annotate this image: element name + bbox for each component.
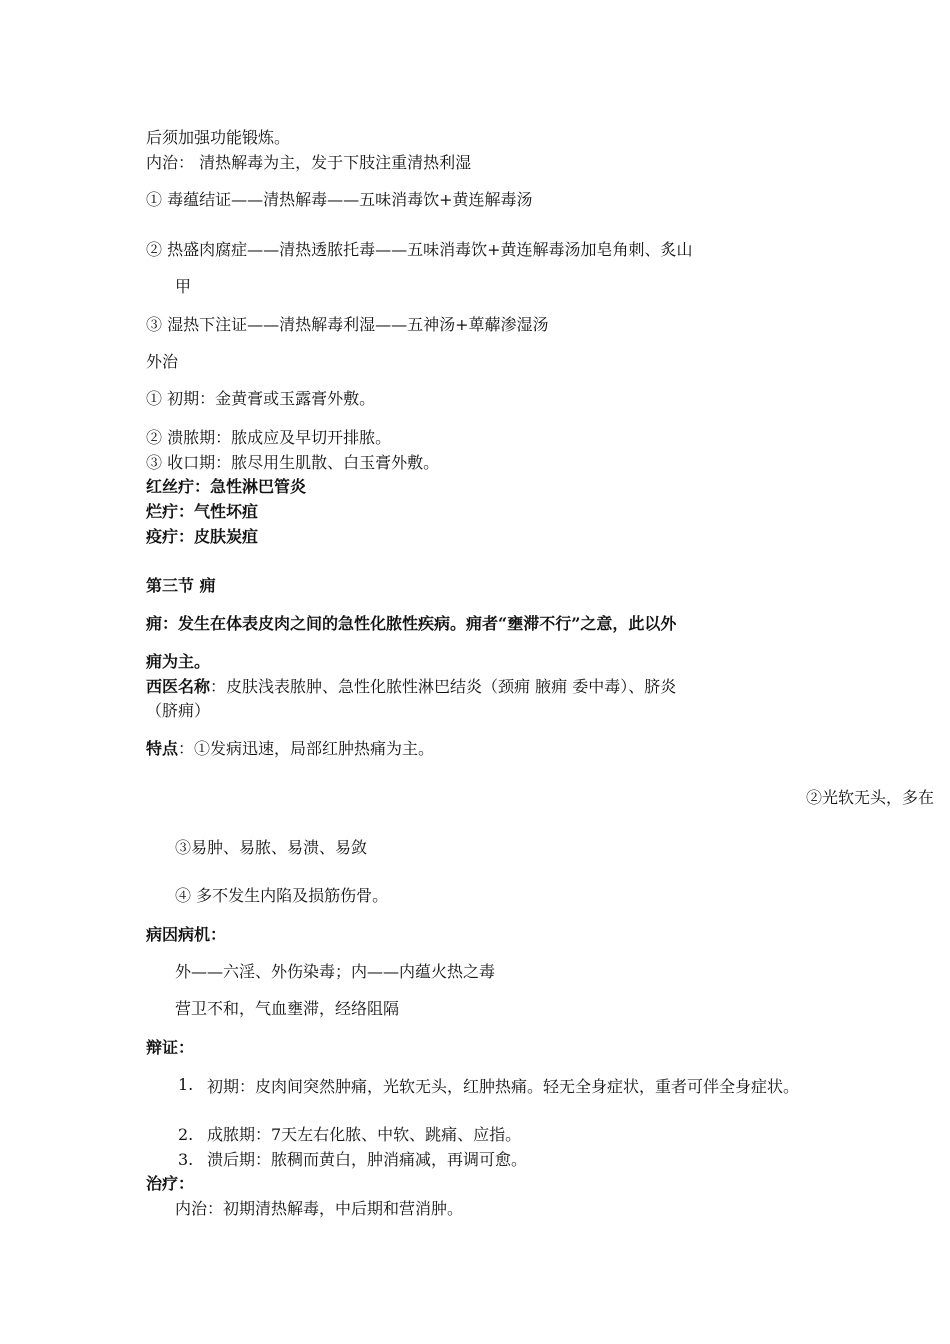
western-name-label: 西医名称 bbox=[146, 677, 211, 696]
western-name-line bbox=[146, 677, 676, 697]
features-item: ④ 多不发生内陷及损筋伤骨。 bbox=[175, 886, 389, 905]
paragraph-line: 内治：初期清热解毒，中后期和营消肿。 bbox=[175, 1199, 464, 1218]
list-item: ③ 收口期：脓尽用生肌散、白玉膏外敷。 bbox=[146, 453, 440, 472]
section-label: 外治 bbox=[146, 352, 179, 371]
list-item: 初期：皮肉间突然肿痛，光软无头，红肿热痛。轻无全身症状，重者可伴全身症状。 bbox=[207, 1077, 800, 1096]
list-number: 3. bbox=[178, 1150, 194, 1169]
bold-term: 红丝疔：急性淋巴管炎 bbox=[146, 477, 307, 496]
features-item: ③易肿、易脓、易溃、易敛 bbox=[175, 838, 368, 857]
list-item: ① 毒蕴结证——清热解毒——五味消毒饮+黄连解毒汤 bbox=[146, 190, 533, 209]
section-label: 辩证： bbox=[146, 1038, 195, 1057]
features-label: 特点 bbox=[146, 739, 179, 758]
list-number: 2. bbox=[178, 1125, 194, 1144]
list-item: 溃后期：脓稠而黄白，肿消痛减，再调可愈。 bbox=[207, 1150, 528, 1169]
bold-term: 烂疔：气性坏疽 bbox=[146, 502, 259, 521]
section-label: 病因病机： bbox=[146, 925, 227, 944]
paragraph-line: 后须加强功能锻炼。 bbox=[146, 128, 291, 147]
features-text: ：①发病迅速，局部红肿热痛为主。 bbox=[178, 739, 435, 758]
list-item: ③ 湿热下注证——清热解毒利湿——五神汤+萆薢渗湿汤 bbox=[146, 315, 549, 334]
list-item-continuation: 甲 bbox=[175, 277, 192, 296]
section-label: 治疗： bbox=[146, 1174, 195, 1193]
definition-line: 痈为主。 bbox=[146, 652, 211, 671]
list-item: ② 热盛肉腐症——清热透脓托毒——五味消毒饮+黄连解毒汤加皂角刺、炙山 bbox=[146, 240, 693, 259]
bold-term: 疫疔：皮肤炭疽 bbox=[146, 527, 259, 546]
list-number: 1. bbox=[178, 1075, 194, 1094]
section-heading: 第三节 痈 bbox=[146, 576, 216, 595]
list-item: ② 溃脓期：脓成应及早切开排脓。 bbox=[146, 428, 392, 447]
paragraph-line: 外——六淫、外伤染毒；内——内蕴火热之毒 bbox=[175, 962, 496, 981]
paragraph-line: 营卫不和，气血壅滞，经络阻隔 bbox=[175, 999, 400, 1018]
features-line bbox=[146, 739, 434, 759]
definition-line: 痈：发生在体表皮肉之间的急性化脓性疾病。痈者“壅滞不行”之意，此以外 bbox=[146, 614, 677, 633]
western-name-text: ：皮肤浅表脓肿、急性化脓性淋巴结炎（颈痈 腋痈 委中毒）、脐炎 bbox=[210, 677, 677, 696]
list-item: ① 初期：金黄膏或玉露膏外敷。 bbox=[146, 389, 376, 408]
paragraph-line: 内治： 清热解毒为主，发于下肢注重清热利湿 bbox=[146, 153, 472, 172]
list-item: 成脓期：7天左右化脓、中软、跳痛、应指。 bbox=[207, 1125, 522, 1144]
features-item-clipped: ②光软无头，多在 bbox=[806, 788, 935, 807]
paragraph-line: （脐痈） bbox=[146, 701, 211, 720]
